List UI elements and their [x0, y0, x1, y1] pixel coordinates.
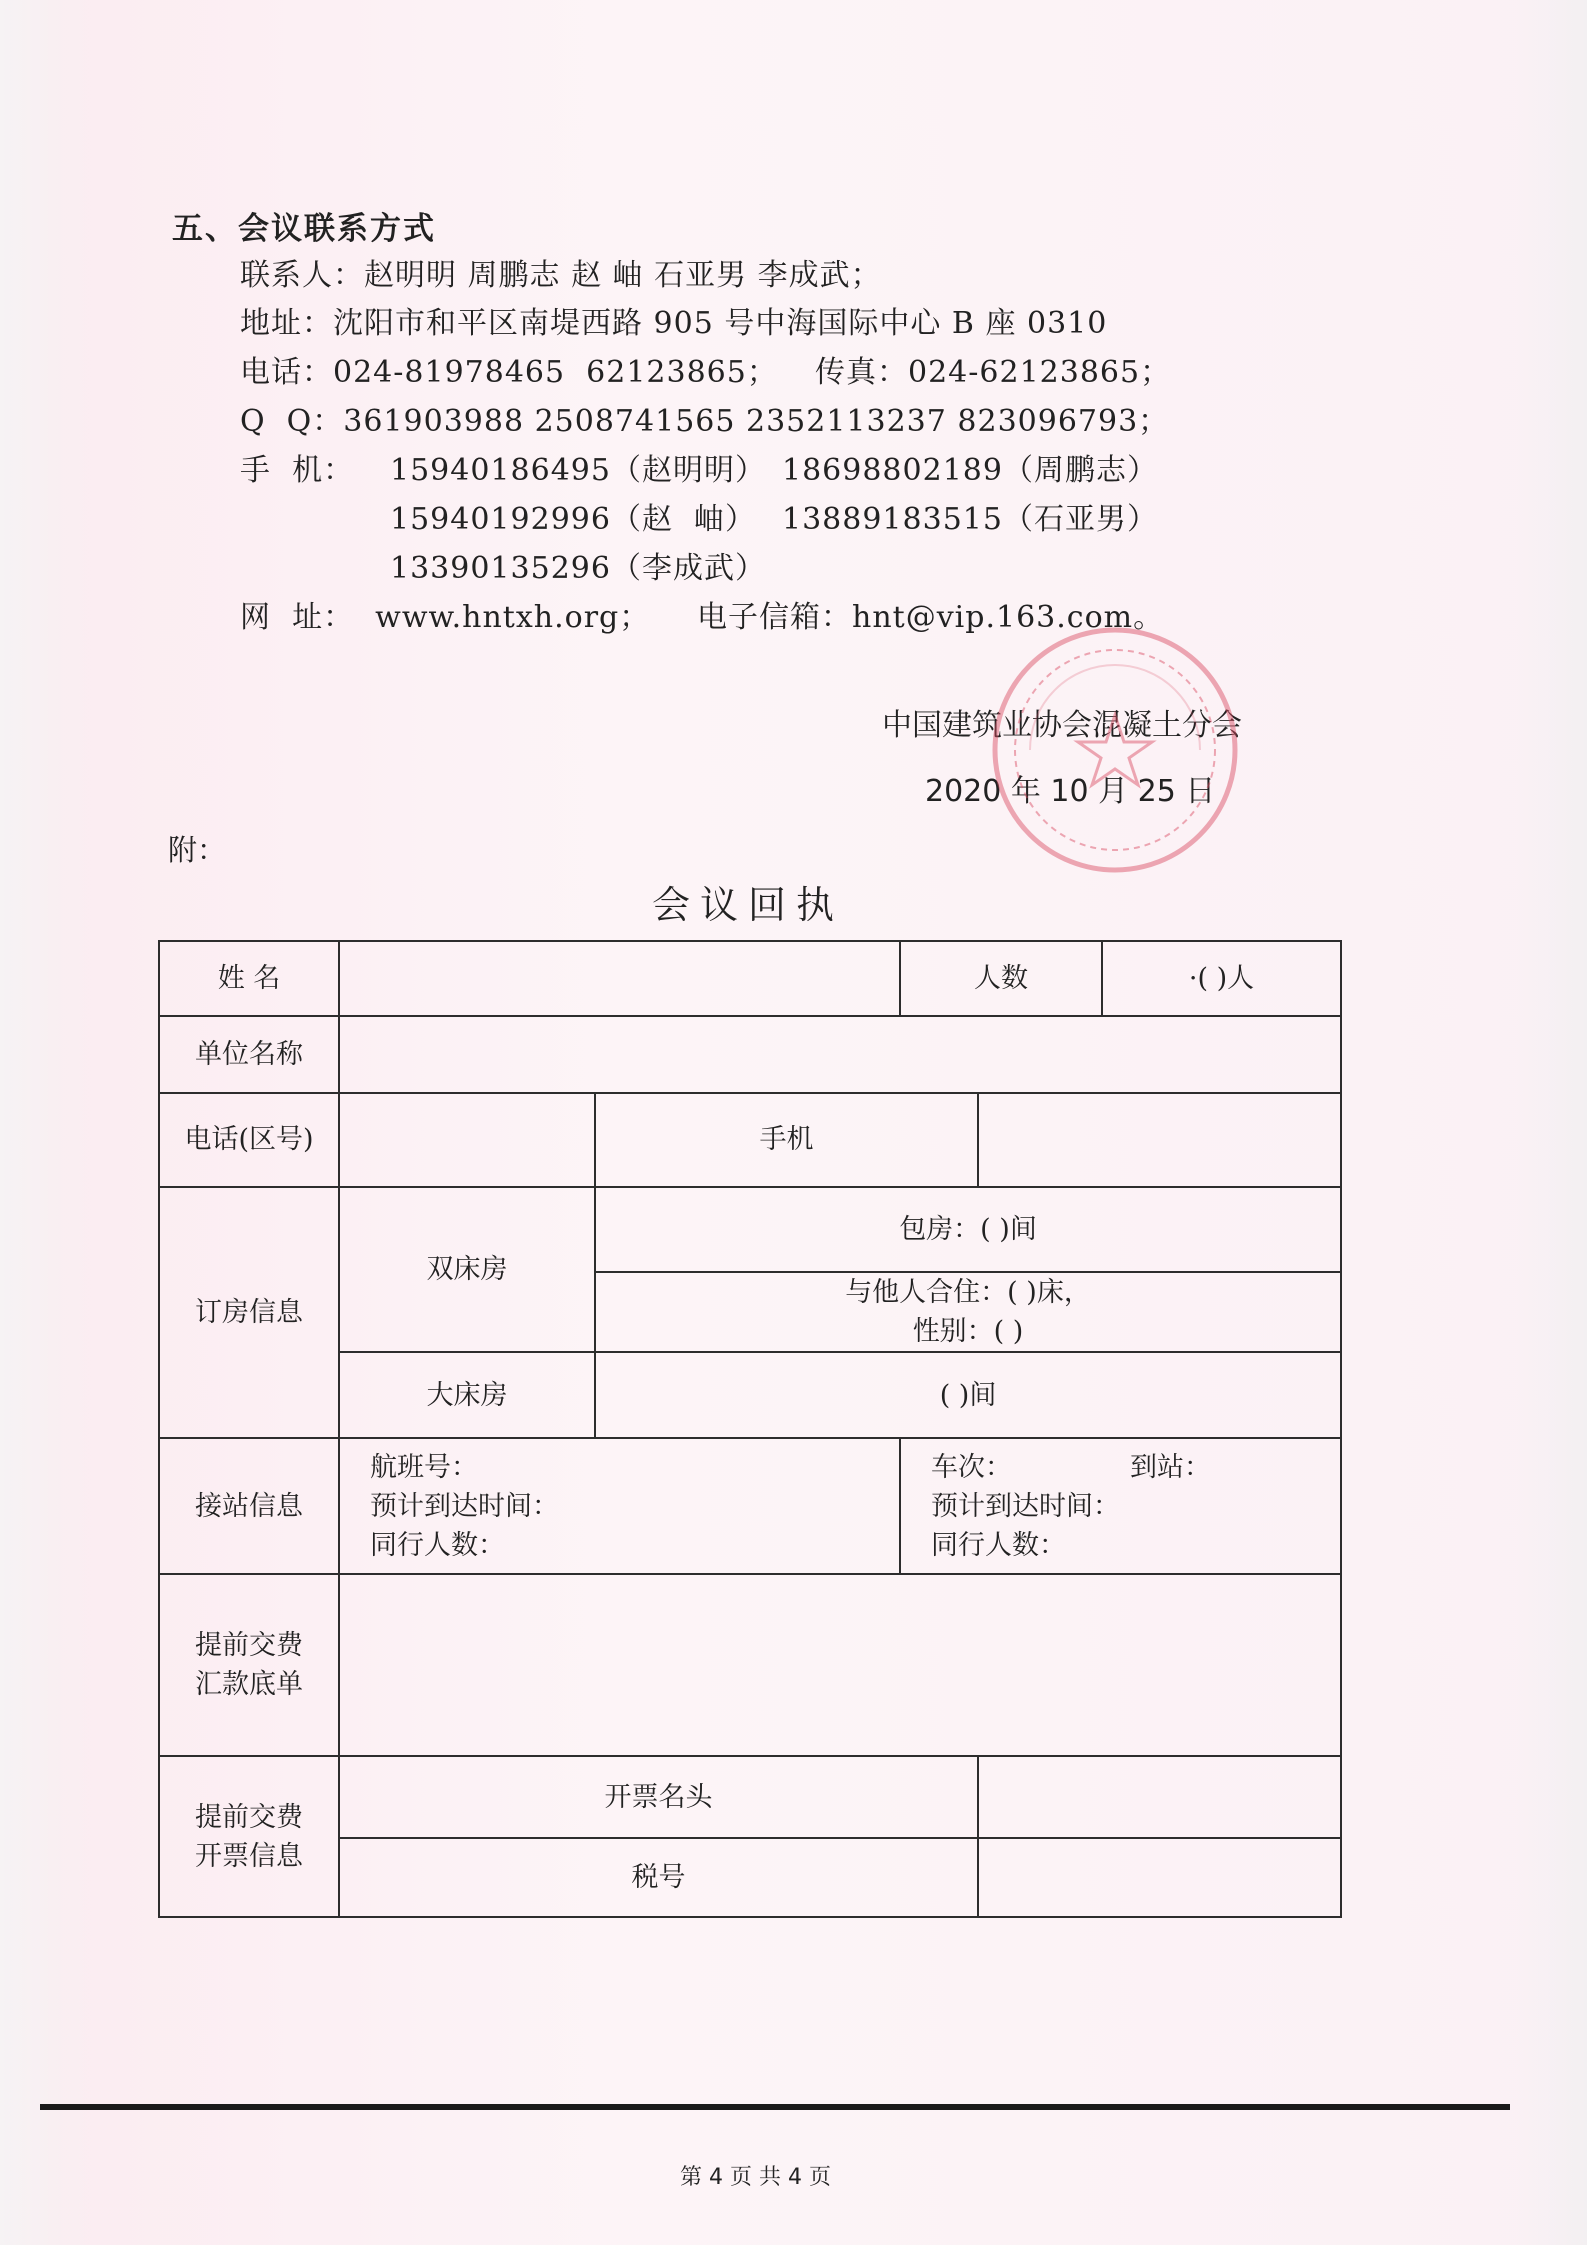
- train-eta-label: 预计到达时间：: [931, 1490, 1121, 1522]
- pickup-label: 接站信息: [159, 1438, 339, 1574]
- mobile-item: 15940186495（赵明明）: [390, 453, 766, 488]
- king-room-field[interactable]: ( )间: [595, 1352, 1341, 1438]
- shared-room-line1: 与他人合住：( )床，: [845, 1277, 1091, 1308]
- booking-label: 订房信息: [159, 1187, 339, 1438]
- flight-eta-label: 预计到达时间：: [370, 1490, 559, 1522]
- flight-info-field[interactable]: [339, 1438, 900, 1574]
- prepay-invoice-label-line2: 开票信息: [195, 1840, 303, 1872]
- prepay-receipt-label: [159, 1574, 339, 1756]
- headcount-label: 人数: [900, 941, 1102, 1016]
- address-line: 地址：沈阳市和平区南堤西路 905 号中海国际中心 B 座 0310: [240, 306, 1108, 341]
- phone-line: 电话：024-81978465 62123865；: [240, 355, 778, 390]
- mobile-item: 15940192996（赵 岫）: [390, 502, 757, 537]
- official-seal-icon: [985, 620, 1245, 880]
- form-row-unit: [159, 1016, 1341, 1093]
- unit-label: 单位名称: [159, 1016, 339, 1093]
- reply-form-table: [158, 940, 1342, 1918]
- whole-room-field[interactable]: 包房：( )间: [595, 1187, 1341, 1272]
- flight-companions-label: 同行人数：: [370, 1529, 505, 1561]
- qq-line: Q Q：361903988 2508741565 2352113237 823096793；: [240, 404, 1170, 439]
- phone-label: 电话(区号): [159, 1093, 339, 1187]
- mobile-field[interactable]: [978, 1093, 1341, 1187]
- footer-divider: [40, 2104, 1510, 2110]
- mobile-item: 13390135296（李成武）: [390, 551, 766, 586]
- shared-room-field[interactable]: [595, 1272, 1341, 1352]
- signature-date: 2020 年 10 月 25 日: [925, 774, 1216, 809]
- section-title: 五、会议联系方式: [172, 211, 436, 247]
- fax-line: 传真：024-62123865；: [815, 355, 1172, 390]
- king-room-label: 大床房: [339, 1352, 595, 1438]
- mobile-field-label: 手机: [595, 1093, 978, 1187]
- form-row-invoice-title: [159, 1756, 1341, 1838]
- form-title: 会议回执: [652, 883, 845, 927]
- prepay-receipt-label-line2: 汇款底单: [195, 1669, 303, 1701]
- form-row-pickup: [159, 1438, 1341, 1574]
- twin-room-label: 双床房: [339, 1187, 595, 1352]
- website-line: 网 址： www.hntxh.org；: [240, 600, 651, 635]
- attachment-label: 附：: [168, 833, 227, 867]
- form-row-booking-1: [159, 1187, 1341, 1272]
- prepay-invoice-label: [159, 1756, 339, 1917]
- form-row-phone: [159, 1093, 1341, 1187]
- tax-id-field[interactable]: [978, 1838, 1341, 1917]
- mobile-item: 13889183515（石亚男）: [782, 502, 1158, 537]
- unit-field[interactable]: [339, 1016, 1341, 1093]
- phone-field[interactable]: [339, 1093, 595, 1187]
- train-number-label: 车次：: [931, 1451, 1013, 1483]
- mobile-item: 18698802189（周鹏志）: [782, 453, 1158, 488]
- name-label: 姓 名: [159, 941, 339, 1016]
- prepay-receipt-label-line1: 提前交费: [195, 1630, 303, 1662]
- invoice-title-field[interactable]: [978, 1756, 1341, 1838]
- train-companions-label: 同行人数：: [931, 1529, 1067, 1561]
- email-line: 电子信箱：hnt@vip.163.com。: [697, 600, 1165, 635]
- shared-room-line2: 性别：( ): [912, 1316, 1024, 1348]
- page-indicator: 第 4 页 共 4 页: [680, 2165, 831, 2190]
- invoice-title-label: 开票名头: [339, 1756, 978, 1838]
- tax-id-label: 税号: [339, 1838, 978, 1917]
- train-info-field[interactable]: [900, 1438, 1341, 1574]
- prepay-receipt-field[interactable]: [339, 1574, 1341, 1756]
- flight-number-label: 航班号：: [370, 1451, 478, 1483]
- prepay-invoice-label-line1: 提前交费: [195, 1801, 303, 1833]
- form-row-prepay-receipt: [159, 1574, 1341, 1756]
- train-station-label: 到站：: [1130, 1451, 1212, 1483]
- headcount-field[interactable]: ·( )人: [1102, 941, 1341, 1016]
- name-field[interactable]: [339, 941, 900, 1016]
- contacts-line: 联系人：赵明明 周鹏志 赵 岫 石亚男 李成武；: [240, 258, 882, 293]
- organization-name: 中国建筑业协会混凝土分会: [882, 708, 1242, 743]
- form-row-name: [159, 941, 1341, 1016]
- mobile-label: 手 机：: [240, 453, 355, 488]
